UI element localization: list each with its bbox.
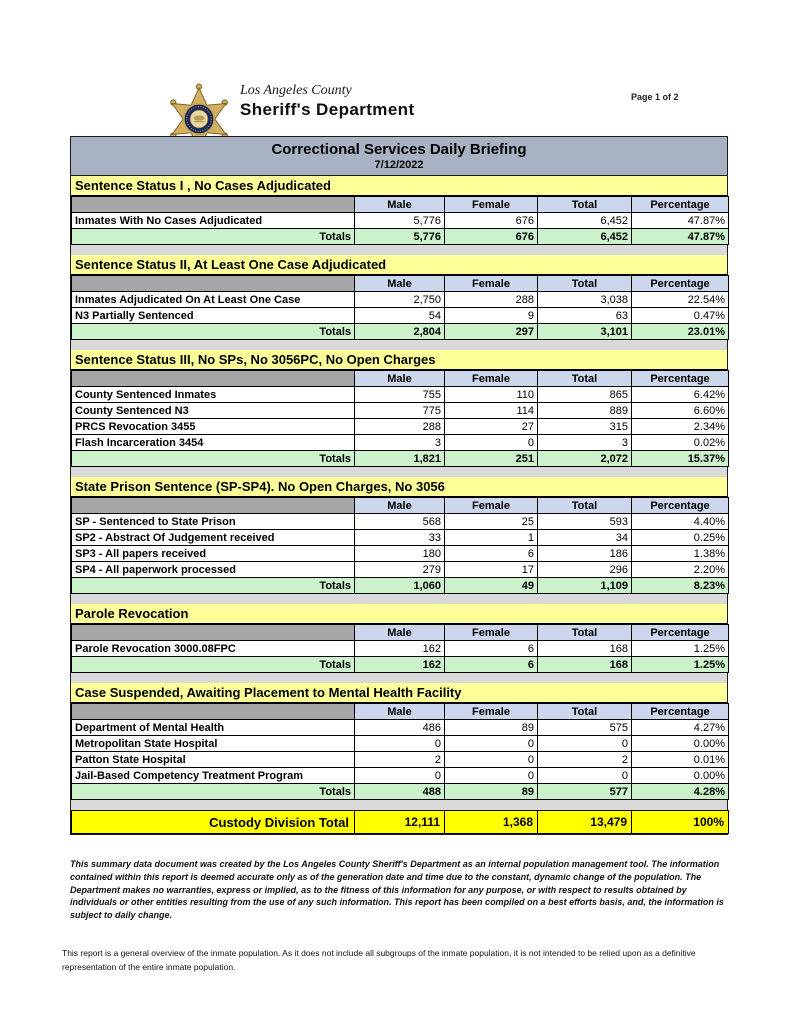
cell-female: 676 [445,213,538,229]
totals-female: 6 [445,657,538,673]
row-label: SP4 - All paperwork processed [72,562,355,578]
totals-label: Totals [72,451,355,467]
row-label: Metropolitan State Hospital [72,736,355,752]
totals-female: 676 [445,229,538,245]
data-row [72,768,729,784]
cell-female: 27 [445,419,538,435]
cell-total: 0 [538,736,632,752]
section-table [71,196,729,245]
cell-male: 755 [355,387,445,403]
cell-female: 1 [445,530,538,546]
totals-male: 1,821 [355,451,445,467]
corner-cell [72,197,355,213]
data-row [72,752,729,768]
report-section [71,350,727,467]
cell-percentage: 2.34% [632,419,729,435]
cell-total: 63 [538,308,632,324]
row-label: SP - Sentenced to State Prison [72,514,355,530]
section-table [71,624,729,673]
column-header-row [72,276,729,292]
column-header: Female [445,371,538,387]
cell-female: 0 [445,435,538,451]
cell-female: 0 [445,768,538,784]
row-label: County Sentenced N3 [72,403,355,419]
report-date: 7/12/2022 [374,159,424,171]
row-label: SP3 - All papers received [72,546,355,562]
column-header-row [72,498,729,514]
row-label: Inmates With No Cases Adjudicated [72,213,355,229]
cell-male: 775 [355,403,445,419]
custody-total-total: 13,479 [538,811,632,834]
report-section [71,255,727,340]
cell-percentage: 6.60% [632,403,729,419]
cell-male: 33 [355,530,445,546]
row-label: Flash Incarceration 3454 [72,435,355,451]
report-section [71,176,727,245]
cell-percentage: 0.47% [632,308,729,324]
totals-label: Totals [72,578,355,594]
totals-male: 5,776 [355,229,445,245]
data-row [72,530,729,546]
cell-total: 575 [538,720,632,736]
report-title: Correctional Services Daily Briefing [271,141,527,158]
column-header: Total [538,197,632,213]
totals-row [72,229,729,245]
totals-row [72,324,729,340]
column-header: Male [355,371,445,387]
custody-total-label: Custody Division Total [72,811,355,834]
totals-percentage: 8.23% [632,578,729,594]
sections [71,176,727,800]
totals-total: 3,101 [538,324,632,340]
column-header: Male [355,704,445,720]
totals-male: 1,060 [355,578,445,594]
section-title: Sentence Status I , No Cases Adjudicated [71,176,727,196]
cell-male: 288 [355,419,445,435]
data-row [72,292,729,308]
cell-female: 110 [445,387,538,403]
totals-row [72,657,729,673]
cell-percentage: 0.02% [632,435,729,451]
column-header: Female [445,276,538,292]
cell-male: 486 [355,720,445,736]
column-header: Male [355,276,445,292]
report-title-bar [71,137,727,176]
cell-total: 889 [538,403,632,419]
agency-department-line: Sheriff's Department [240,100,415,119]
cell-female: 0 [445,736,538,752]
data-row [72,419,729,435]
row-label: Patton State Hospital [72,752,355,768]
totals-percentage: 4.28% [632,784,729,800]
totals-male: 162 [355,657,445,673]
totals-percentage: 15.37% [632,451,729,467]
totals-total: 168 [538,657,632,673]
report-section [71,477,727,594]
totals-male: 2,804 [355,324,445,340]
column-header: Percentage [632,704,729,720]
cell-total: 6,452 [538,213,632,229]
section-body [72,213,729,245]
cell-percentage: 4.27% [632,720,729,736]
row-label: County Sentenced Inmates [72,387,355,403]
daily-briefing-report [70,136,728,835]
section-body [72,387,729,467]
cell-percentage: 2.20% [632,562,729,578]
cell-total: 593 [538,514,632,530]
corner-cell [72,704,355,720]
cell-male: 2 [355,752,445,768]
footnote-text: This report is a general overview of the inmate population. As it does not include all subgroups of the inmate population, it is not intended to be relied upon as a definitive representation of the entire inmate population. [62,948,696,972]
cell-male: 279 [355,562,445,578]
row-label: N3 Partially Sentenced [72,308,355,324]
cell-female: 25 [445,514,538,530]
disclaimer-text: This summary data document was created by the Los Angeles County Sheriff's Department as an internal population management tool. The information contained within this report is deemed accurate only as of the generation date and time due to the constant, dynamic change of the population. The Department makes no warranties, express or implied, as to the fitness of this information for any purpose, or with respect to results obtained by individuals or other entities resulting from the use of any such information. This report has been compiled on a best efforts basis, and, the information is subject to daily change. [70,859,724,921]
data-row [72,641,729,657]
row-label: SP2 - Abstract Of Judgement received [72,530,355,546]
column-header: Total [538,371,632,387]
column-header: Total [538,625,632,641]
cell-total: 865 [538,387,632,403]
column-header: Male [355,625,445,641]
cell-total: 315 [538,419,632,435]
column-header: Female [445,498,538,514]
cell-percentage: 22.54% [632,292,729,308]
cell-male: 180 [355,546,445,562]
cell-percentage: 0.25% [632,530,729,546]
cell-female: 0 [445,752,538,768]
cell-female: 6 [445,546,538,562]
totals-percentage: 23.01% [632,324,729,340]
data-row [72,736,729,752]
section-title: State Prison Sentence (SP-SP4). No Open Charges, No 3056 [71,477,727,497]
totals-label: Totals [72,324,355,340]
data-row [72,387,729,403]
row-label: Inmates Adjudicated On At Least One Case [72,292,355,308]
cell-total: 3 [538,435,632,451]
totals-female: 89 [445,784,538,800]
report-section [71,683,727,800]
data-row [72,403,729,419]
totals-total: 577 [538,784,632,800]
totals-label: Totals [72,657,355,673]
column-header: Total [538,276,632,292]
totals-row [72,784,729,800]
column-header: Female [445,197,538,213]
column-header: Percentage [632,498,729,514]
custody-total-male: 12,111 [355,811,445,834]
section-body [72,641,729,673]
row-label: Jail-Based Competency Treatment Program [72,768,355,784]
totals-row [72,451,729,467]
section-title: Sentence Status II, At Least One Case Adjudicated [71,255,727,275]
cell-female: 17 [445,562,538,578]
cell-percentage: 1.38% [632,546,729,562]
cell-total: 0 [538,768,632,784]
custody-total-row [72,811,729,834]
cell-total: 3,038 [538,292,632,308]
cell-female: 6 [445,641,538,657]
section-body [72,720,729,800]
report-section [71,604,727,673]
data-row [72,435,729,451]
section-body [72,292,729,340]
custody-total-section [71,810,727,834]
corner-cell [72,371,355,387]
page-indicator: Page 1 of 2 [631,92,679,102]
section-table [71,370,729,467]
totals-total: 6,452 [538,229,632,245]
cell-total: 2 [538,752,632,768]
cell-percentage: 47.87% [632,213,729,229]
custody-total-female: 1,368 [445,811,538,834]
corner-cell [72,625,355,641]
cell-male: 3 [355,435,445,451]
cell-female: 114 [445,403,538,419]
cell-female: 288 [445,292,538,308]
cell-male: 54 [355,308,445,324]
totals-total: 1,109 [538,578,632,594]
column-header: Percentage [632,371,729,387]
column-header: Percentage [632,197,729,213]
cell-percentage: 0.00% [632,736,729,752]
cell-total: 168 [538,641,632,657]
row-label: Department of Mental Health [72,720,355,736]
totals-female: 251 [445,451,538,467]
row-label: PRCS Revocation 3455 [72,419,355,435]
cell-percentage: 0.01% [632,752,729,768]
cell-male: 2,750 [355,292,445,308]
totals-label: Totals [72,784,355,800]
data-row [72,562,729,578]
column-header: Male [355,197,445,213]
column-header-row [72,371,729,387]
cell-total: 34 [538,530,632,546]
section-title: Sentence Status III, No SPs, No 3056PC, No Open Charges [71,350,727,370]
custody-total-table [71,810,729,834]
column-header-row [72,625,729,641]
column-header: Female [445,625,538,641]
totals-percentage: 47.87% [632,229,729,245]
section-table [71,703,729,800]
corner-cell [72,498,355,514]
cell-percentage: 4.40% [632,514,729,530]
section-title: Parole Revocation [71,604,727,624]
cell-percentage: 6.42% [632,387,729,403]
section-table [71,275,729,340]
totals-label: Totals [72,229,355,245]
totals-total: 2,072 [538,451,632,467]
totals-percentage: 1.25% [632,657,729,673]
column-header-row [72,197,729,213]
column-header: Total [538,704,632,720]
cell-male: 162 [355,641,445,657]
column-header: Percentage [632,276,729,292]
totals-male: 488 [355,784,445,800]
cell-percentage: 1.25% [632,641,729,657]
custody-total-percentage: 100% [632,811,729,834]
row-label: Parole Revocation 3000.08FPC [72,641,355,657]
cell-male: 0 [355,736,445,752]
cell-male: 0 [355,768,445,784]
section-title: Case Suspended, Awaiting Placement to Mental Health Facility [71,683,727,703]
section-table [71,497,729,594]
totals-row [72,578,729,594]
cell-female: 9 [445,308,538,324]
totals-female: 297 [445,324,538,340]
cell-female: 89 [445,720,538,736]
data-row [72,720,729,736]
column-header: Total [538,498,632,514]
column-header: Male [355,498,445,514]
column-header: Female [445,704,538,720]
column-header-row [72,704,729,720]
data-row [72,308,729,324]
corner-cell [72,276,355,292]
data-row [72,213,729,229]
cell-total: 186 [538,546,632,562]
data-row [72,546,729,562]
cell-percentage: 0.00% [632,768,729,784]
section-body [72,514,729,594]
agency-county-line: Los Angeles County [240,83,352,98]
totals-female: 49 [445,578,538,594]
data-row [72,514,729,530]
column-header: Percentage [632,625,729,641]
cell-total: 296 [538,562,632,578]
cell-male: 568 [355,514,445,530]
cell-male: 5,776 [355,213,445,229]
